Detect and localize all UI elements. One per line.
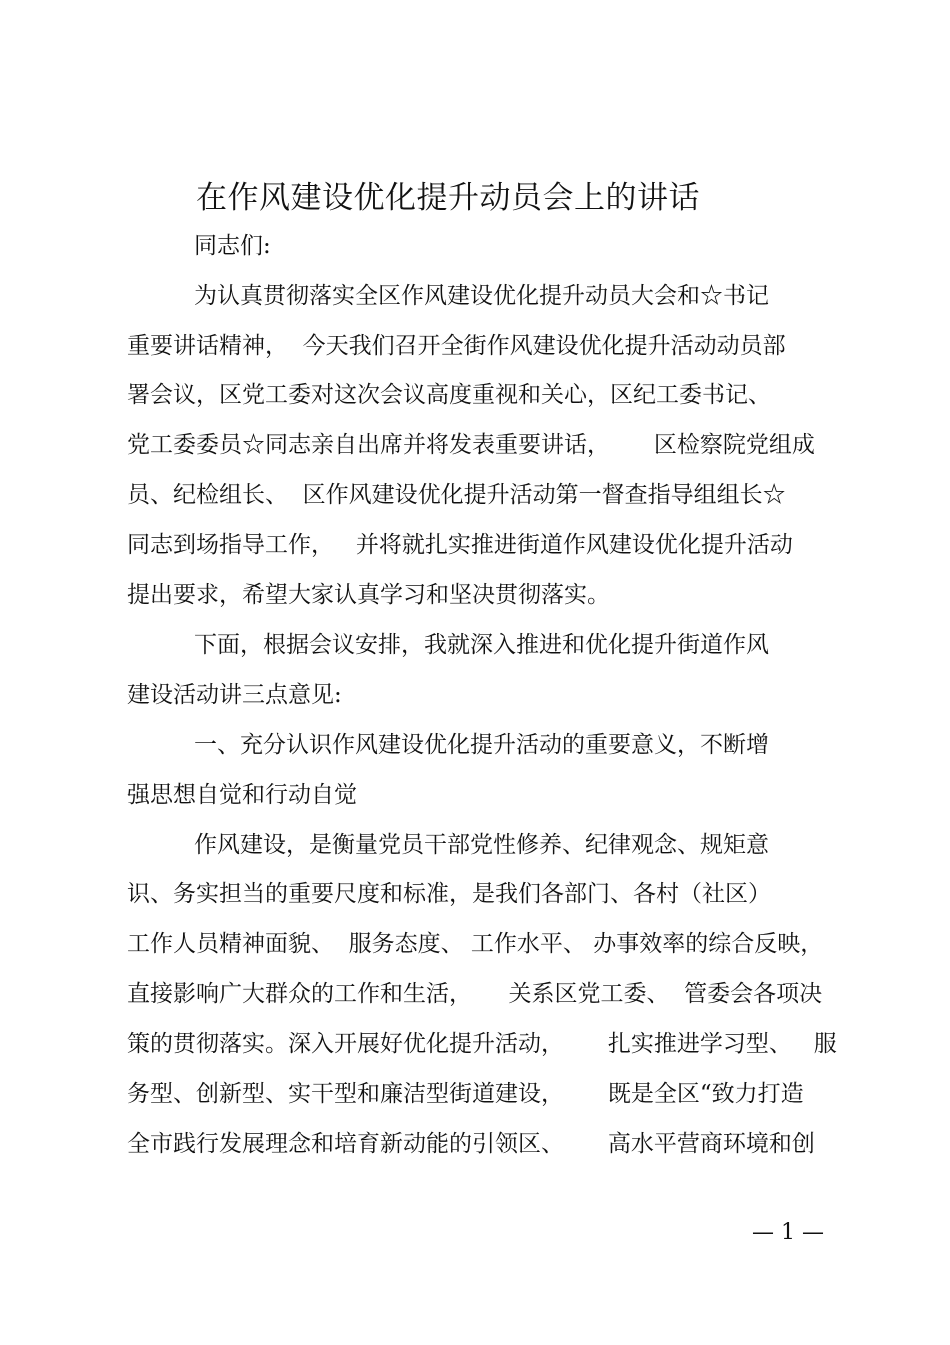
body-line: 党工委委员☆同志亲自出席并将发表重要讲话， 区检察院党组成	[127, 432, 815, 458]
body-line: 下面，根据会议安排，我就深入推进和优化提升街道作风	[194, 632, 769, 658]
body-line: 务型、创新型、实干型和廉洁型街道建设， 既是全区“致力打造	[127, 1081, 804, 1107]
body-line: 同志到场指导工作， 并将就扎实推进街道作风建设优化提升活动	[127, 532, 793, 558]
body-line: 同志们:	[194, 233, 271, 259]
body-line: 署会议，区党工委对这次会议高度重视和关心，区纪工委书记、	[127, 382, 771, 408]
body-line: 识、务实担当的重要尺度和标准，是我们各部门、各村（社区）	[127, 881, 771, 907]
body-line: 建设活动讲三点意见:	[127, 682, 342, 708]
body-line: 重要讲话精神， 今天我们召开全街作风建设优化提升活动动员部	[127, 333, 786, 359]
section-heading-line: 强思想自觉和行动自觉	[127, 782, 357, 808]
body-line: 作风建设，是衡量党员干部党性修养、纪律观念、规矩意	[194, 832, 769, 858]
body-line: 提出要求，希望大家认真学习和坚决贯彻落实。	[127, 582, 610, 608]
body-line: 为认真贯彻落实全区作风建设优化提升动员大会和☆书记	[194, 283, 769, 309]
body-line: 直接影响广大群众的工作和生活， 关系区党工委、 管委会各项决	[127, 981, 823, 1007]
section-heading-line: 一、充分认识作风建设优化提升活动的重要意义，不断增	[194, 732, 769, 758]
body-line: 策的贯彻落实。深入开展好优化提升活动， 扎实推进学习型、 服	[127, 1031, 837, 1057]
body-line: 全市践行发展理念和培育新动能的引领区、 高水平营商环境和创	[127, 1131, 815, 1157]
body-line: 工作人员精神面貌、 服务态度、 工作水平、 办事效率的综合反映，	[127, 931, 824, 957]
document-title: 在作风建设优化提升动员会上的讲话	[196, 180, 700, 216]
body-line: 员、纪检组长、 区作风建设优化提升活动第一督查指导组组长☆	[127, 482, 786, 508]
page-number: — 1 —	[752, 1220, 824, 1245]
